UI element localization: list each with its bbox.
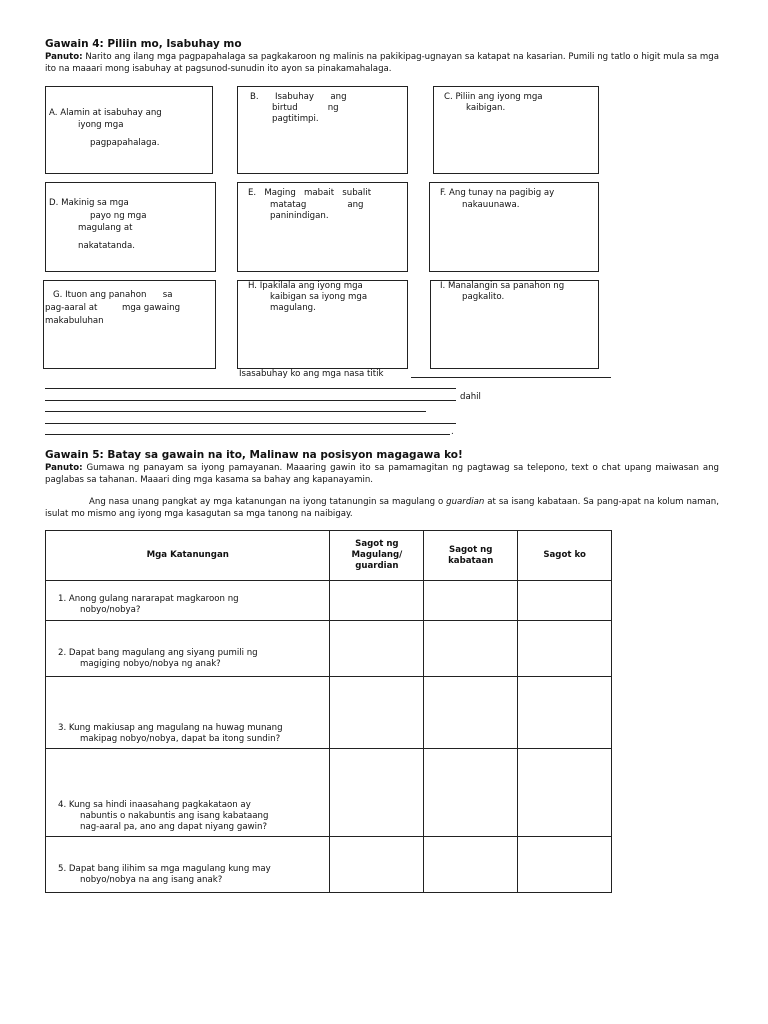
choice-e-line2: matatag ang [270, 200, 364, 210]
question-5-line2: nobyo/nobya na ang isang anak? [80, 875, 223, 885]
choice-box-c [433, 86, 599, 174]
choice-f-line2: nakauunawa. [462, 200, 520, 210]
paragraph-text-1: Ang nasa unang pangkat ay mga katanungan na iyong tatanungin sa magulang o [89, 497, 447, 507]
panuto-text: Narito ang ilang mga pagpapahalaga sa pagkakaroon ng malinis na pakikipag-ugnayan sa katapat na kasarian. Pumili ng tatlo o higit mula sa mga ito na maaari mong isabuhay at pagsunod-sunudin ito ayon sa pinakamahalaga. [45, 52, 719, 74]
table-row [46, 581, 612, 621]
answer-line-5[interactable] [45, 434, 450, 435]
interview-table [45, 530, 612, 893]
header-parent-line1: Sagot ng [355, 539, 399, 549]
parent-answer-cell[interactable] [330, 621, 424, 677]
answer-period: . [451, 427, 454, 437]
choice-e-line1: E. Maging mabait subalit [248, 188, 372, 198]
question-3-line1: 3. Kung makiusap ang magulang na huwag munang [58, 723, 283, 733]
gawain5-instructions [45, 462, 719, 486]
gawain4-instructions [45, 51, 719, 75]
answer-line-3[interactable] [45, 411, 426, 412]
answer-line-2[interactable] [45, 400, 456, 401]
question-1-line1: 1. Anong gulang nararapat magkaroon ng [58, 594, 239, 604]
question-cell [46, 677, 330, 749]
question-2-line2: magiging nobyo/nobya ng anak? [80, 659, 221, 669]
question-4-line2: nabuntis o nakabuntis ang isang kabataang [80, 811, 269, 821]
choice-h-line3: magulang. [270, 303, 316, 313]
choice-g-line2: pag-aaral at mga gawaing [45, 303, 181, 313]
question-cell [46, 749, 330, 837]
panuto-text-2: Gumawa ng panayam sa iyong pamayanan. Maaaring gawin ito sa pamamagitan ng pagtawag sa telepono, text o chat upang maiwasan ang paglabas sa tahanan. Maaari ding mga kasama sa bahay ang kapanayamin. [45, 463, 719, 485]
choice-box-g [43, 280, 216, 369]
my-answer-cell[interactable] [518, 837, 612, 893]
my-answer-cell[interactable] [518, 621, 612, 677]
paragraph-italic: guardian [446, 497, 485, 507]
choice-b-line2: birtud ng [272, 103, 339, 113]
panuto-label: Panuto: [45, 52, 83, 62]
question-2-line1: 2. Dapat bang magulang ang siyang pumili ng [58, 648, 258, 658]
question-5-line1: 5. Dapat bang ilihim sa mga magulang kung may [58, 864, 271, 874]
choice-box-i [430, 280, 599, 369]
parent-answer-cell[interactable] [330, 581, 424, 621]
gawain5-title: Gawain 5: Batay sa gawain na ito, Malinaw na posisyon magagawa ko! [45, 449, 463, 461]
table-row [46, 837, 612, 893]
choice-e-line3: paninindigan. [270, 211, 329, 221]
header-youth-answer [424, 531, 518, 581]
choice-box-d [45, 182, 216, 272]
choice-c-line1: C. Piliin ang iyong mga [444, 92, 543, 102]
question-cell [46, 837, 330, 893]
parent-answer-cell[interactable] [330, 837, 424, 893]
answer-line-letters[interactable] [411, 377, 611, 378]
parent-answer-cell[interactable] [330, 677, 424, 749]
choice-a-line3: pagpapahalaga. [90, 138, 160, 148]
choice-a-line2: iyong mga [78, 120, 124, 130]
choice-h-line1: H. Ipakilala ang iyong mga [248, 281, 363, 291]
answer-line-4[interactable] [45, 423, 456, 424]
table-row [46, 621, 612, 677]
choice-box-b [237, 86, 408, 174]
header-parent-line3: guardian [355, 561, 399, 571]
my-answer-cell[interactable] [518, 677, 612, 749]
parent-answer-cell[interactable] [330, 749, 424, 837]
youth-answer-cell[interactable] [424, 749, 518, 837]
header-youth-line2: kabataan [448, 555, 494, 566]
table-header-row [46, 531, 612, 581]
choice-d-line3: magulang at [78, 223, 133, 233]
choice-box-a [45, 86, 213, 174]
header-parent-answer [330, 531, 424, 581]
question-4-line3: nag-aaral pa, ano ang dapat niyang gawin? [80, 822, 268, 832]
question-3-line2: makipag nobyo/nobya, dapat ba itong sundin? [80, 734, 281, 744]
my-answer-cell[interactable] [518, 749, 612, 837]
choice-box-h [237, 280, 408, 369]
gawain4-title: Gawain 4: Piliin mo, Isabuhay mo [45, 38, 242, 50]
youth-answer-cell[interactable] [424, 581, 518, 621]
choice-c-line2: kaibigan. [466, 103, 506, 113]
choice-a-line1: A. Alamin at isabuhay ang [49, 108, 162, 118]
question-cell [46, 621, 330, 677]
choice-b-line1: B. Isabuhay ang [250, 92, 347, 102]
question-1-line2: nobyo/nobya? [80, 605, 141, 615]
youth-answer-cell[interactable] [424, 837, 518, 893]
choice-f-line1: F. Ang tunay na pagibig ay [440, 188, 555, 198]
choice-box-e [237, 182, 408, 272]
answer-line-1[interactable] [45, 388, 456, 389]
header-youth-line1: Sagot ng [449, 544, 493, 555]
header-parent-line2: Magulang/ [351, 550, 403, 560]
table-row [46, 749, 612, 837]
header-questions: Mga Katanungan [46, 531, 330, 581]
choice-i-line2: pagkalito. [462, 292, 505, 302]
question-4-line1: 4. Kung sa hindi inaasahang pagkakataon ay [58, 800, 251, 810]
panuto-label-2: Panuto: [45, 463, 83, 473]
choice-b-line3: pagtitimpi. [272, 114, 319, 124]
choice-g-line3: makabuluhan [45, 316, 104, 326]
paragraph-text-2: at sa isang kabataan. Sa pang-apat na kolum naman, isulat mo mismo ang iyong mga kasagutan sa mga tanong na naibigay. [45, 497, 719, 519]
choice-d-line1: D. Makinig sa mga [49, 198, 129, 208]
choice-g-line1: G. Ituon ang panahon sa [53, 290, 173, 300]
isasabuhay-label: Isasabuhay ko ang mga nasa titik [239, 369, 384, 379]
choice-i-line1: I. Manalangin sa panahon ng [440, 281, 565, 291]
choice-d-line2: payo ng mga [90, 211, 147, 221]
youth-answer-cell[interactable] [424, 677, 518, 749]
table-row [46, 677, 612, 749]
question-cell [46, 581, 330, 621]
youth-answer-cell[interactable] [424, 621, 518, 677]
gawain5-paragraph [45, 496, 719, 520]
my-answer-cell[interactable] [518, 581, 612, 621]
dahil-label: dahil [460, 392, 481, 402]
choice-h-line2: kaibigan sa iyong mga [270, 292, 368, 302]
choice-d-line4: nakatatanda. [78, 241, 135, 251]
choice-box-f [429, 182, 599, 272]
header-my-answer: Sagot ko [518, 531, 612, 581]
